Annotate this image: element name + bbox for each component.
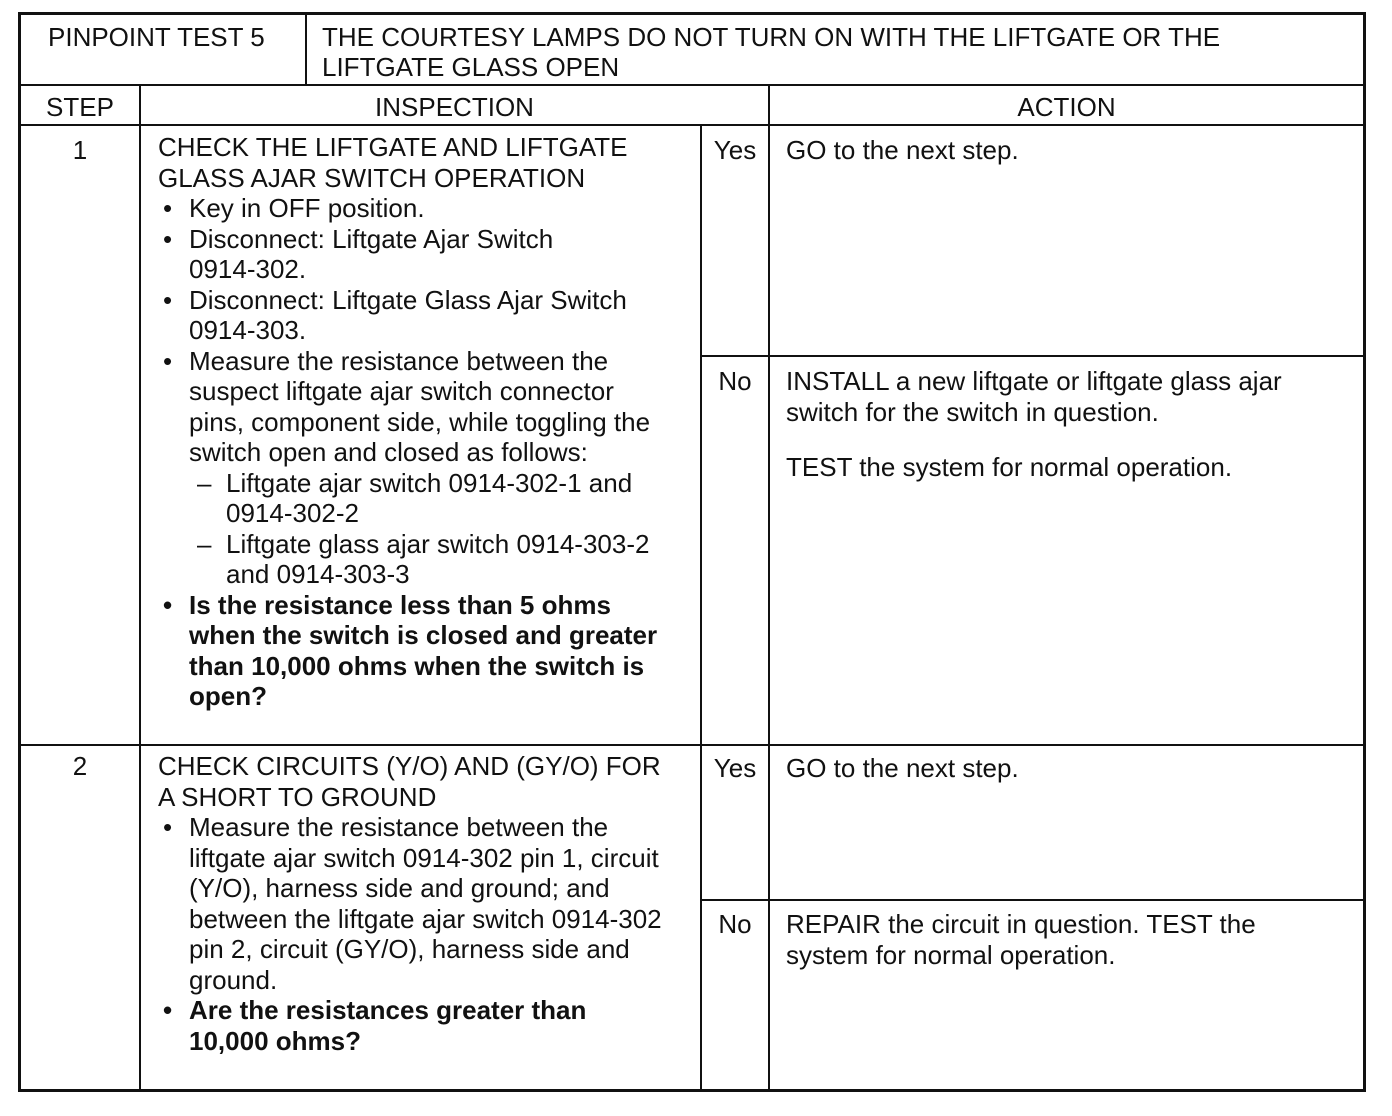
step2-yes-action: GO to the next step. bbox=[786, 753, 1019, 783]
step2-bullet-list bbox=[158, 812, 662, 1056]
step2-yes-label: Yes bbox=[713, 753, 757, 783]
step1-no-label: No bbox=[718, 366, 752, 396]
column-header-divider bbox=[21, 124, 1363, 126]
step1-bullet-list bbox=[158, 193, 657, 712]
test-label: PINPOINT TEST 5 bbox=[48, 22, 265, 52]
column-header-inspection: INSPECTION bbox=[375, 92, 534, 122]
step-column-divider bbox=[139, 84, 141, 1092]
pinpoint-test-table bbox=[18, 12, 1366, 1092]
list-item: – Liftgate ajar switch 0914-302-1 and 0914-302-2 bbox=[189, 468, 657, 529]
test-title-line2: LIFTGATE GLASS OPEN bbox=[322, 52, 620, 82]
list-item: • Measure the resistance between the liftgate ajar switch 0914-302 pin 1, circuit (Y/O), harness side and ground; and between the liftgate ajar switch 0914-302 pin 2, circuit (GY/O), harness side and ground. bbox=[158, 812, 662, 995]
step1-title-line1: CHECK THE LIFTGATE AND LIFTGATE bbox=[158, 132, 628, 162]
step2-title-line1: CHECK CIRCUITS (Y/O) AND (GY/O) FOR bbox=[158, 751, 661, 781]
step2-title-line2: A SHORT TO GROUND bbox=[158, 781, 437, 812]
list-item: • Measure the resistance between the suspect liftgate ajar switch connector pins, component side, while toggling the switch open and closed as follows: – Liftgate ajar switch 0914-302-1 and 0914-302-2 – Liftgate glass ajar switch 0914-303-2 and 0914-303-3 bbox=[158, 346, 657, 590]
list-item: • Key in OFF position. bbox=[158, 193, 657, 224]
step1-title-line2: GLASS AJAR SWITCH OPERATION bbox=[158, 162, 586, 193]
step1-yes-no-divider bbox=[700, 355, 1363, 357]
step2-yes-no-divider bbox=[700, 899, 1363, 901]
column-header-step: STEP bbox=[46, 92, 114, 122]
step1-question: • Is the resistance less than 5 ohms when the switch is closed and greater than 10,000 ohms when the switch is open? bbox=[158, 590, 657, 712]
header-label-divider bbox=[305, 15, 307, 84]
inspection-action-divider bbox=[768, 84, 770, 1092]
step1-inspection bbox=[158, 132, 657, 712]
step2-no-label: No bbox=[718, 909, 752, 939]
step1-no-action: INSTALL a new liftgate or liftgate glass ajar switch for the switch in question. TEST the system for normal operation. bbox=[786, 366, 1282, 482]
step1-yes-label: Yes bbox=[713, 135, 757, 165]
column-header-action: ACTION bbox=[1017, 92, 1116, 122]
header-divider bbox=[21, 84, 1363, 86]
list-item: • Disconnect: Liftgate Ajar Switch 0914-302. bbox=[158, 224, 657, 285]
step-divider bbox=[21, 744, 1363, 746]
step-number: 2 bbox=[72, 751, 88, 781]
yes-no-column-divider bbox=[700, 124, 702, 1092]
step2-inspection bbox=[158, 751, 662, 1056]
step-number: 1 bbox=[72, 135, 88, 165]
list-item: – Liftgate glass ajar switch 0914-303-2 and 0914-303-3 bbox=[189, 529, 657, 590]
list-item: • Disconnect: Liftgate Glass Ajar Switch 0914-303. bbox=[158, 285, 657, 346]
step2-no-action: REPAIR the circuit in question. TEST the system for normal operation. bbox=[786, 909, 1256, 970]
step2-question: • Are the resistances greater than 10,000 ohms? bbox=[158, 995, 662, 1056]
test-title-line1: THE COURTESY LAMPS DO NOT TURN ON WITH THE LIFTGATE OR THE bbox=[322, 22, 1221, 52]
step1-yes-action: GO to the next step. bbox=[786, 135, 1019, 165]
